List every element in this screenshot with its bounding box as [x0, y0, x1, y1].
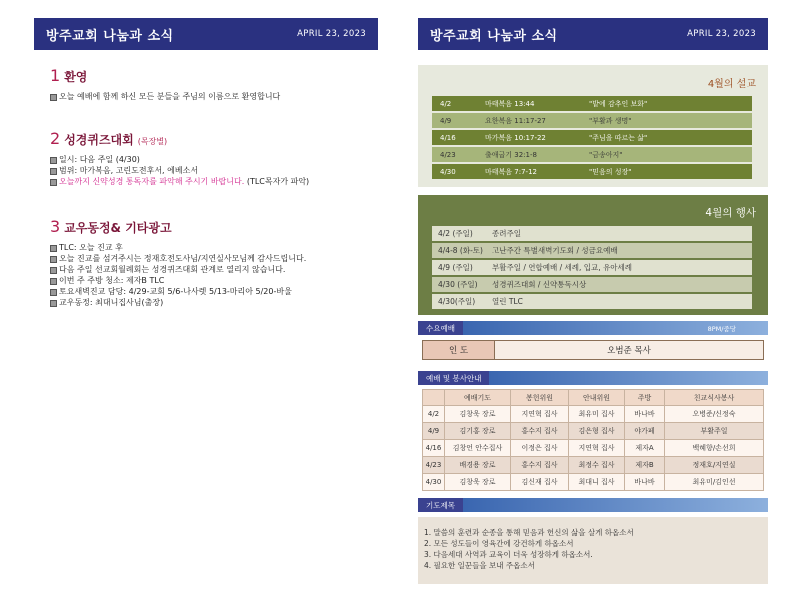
wednesday-leader-row: [422, 340, 764, 360]
wednesday-service-label: 수요예배: [418, 321, 463, 335]
prayer-list: [418, 517, 768, 584]
table-cell: 홍수지 집사: [511, 457, 569, 474]
table-row: [423, 406, 764, 423]
prayer-item: 4. 필요한 일꾼들을 보내 주옵소서: [424, 561, 535, 570]
table-cell: 지연혁 집사: [511, 406, 569, 423]
list-item: 교우동정: 최대니집사님(출장): [50, 297, 376, 308]
sermon-row: [432, 164, 752, 179]
event-name: 종려주일: [492, 229, 521, 238]
prayer-item: 1. 말씀의 훈련과 순종을 통해 믿음과 헌신의 삶을 살게 하옵소서: [424, 528, 634, 537]
table-row: [423, 474, 764, 491]
list-item: 토요새벽진교 담당: 4/29-교회 5/6-나사렛 5/13-마리아 5/20-바울: [50, 286, 376, 297]
left-header: [34, 18, 378, 50]
table-cell: 김창욱 장로: [445, 406, 511, 423]
highlight-text: 오늘까지 신약성경 통독자를 파악해 주시기 바랍니다.: [59, 177, 245, 186]
sermon-topic: "믿음의 성장": [589, 167, 632, 176]
wednesday-service-time: 8PM/줌당: [463, 321, 768, 335]
sermon-date: 4/30: [440, 167, 456, 176]
section-heading: [50, 66, 376, 85]
table-header: 안내위원: [569, 390, 625, 406]
newsletter-title: 방주교회 나눔과 소식: [46, 28, 174, 44]
table-cell: 이정은 집사: [511, 440, 569, 457]
sermon-date: 4/23: [440, 150, 456, 159]
table-cell: 김은형 집사: [569, 423, 625, 440]
table-cell: 4/30: [423, 474, 445, 491]
event-date: 4/4-8 (화-토): [438, 246, 483, 255]
section-title: 환영: [64, 70, 88, 84]
section-bible-quiz: [50, 129, 376, 187]
service-bar: [418, 371, 768, 385]
table-cell: 백혜향/손선희: [665, 440, 764, 457]
sermon-row: [432, 130, 752, 145]
event-row: [432, 243, 752, 258]
sermon-topic: "금송아지": [589, 150, 623, 159]
sermon-topic: "밭에 감추인 보화": [589, 99, 648, 108]
table-cell: 김창욱 장로: [445, 474, 511, 491]
sermon-topic: "주님을 따르는 삶": [589, 133, 648, 142]
service-label: 예배 및 봉사안내: [418, 371, 489, 385]
table-cell: 4/2: [423, 406, 445, 423]
list-item: TLC: 오늘 진교 후: [50, 242, 376, 253]
table-cell: 김창언 안수집사: [445, 440, 511, 457]
table-cell: 지연혁 집사: [569, 440, 625, 457]
table-row: [423, 423, 764, 440]
right-page: [396, 0, 792, 612]
event-row: [432, 226, 752, 241]
newsletter-date: APRIL 23, 2023: [297, 29, 366, 39]
table-row: [423, 440, 764, 457]
event-row: [432, 294, 752, 309]
table-cell: 바나바: [625, 474, 665, 491]
table-cell: 제자B: [625, 457, 665, 474]
section-number: 1: [50, 66, 61, 85]
table-cell: 최대니 집사: [569, 474, 625, 491]
section-title: 성경퀴즈대회: [64, 133, 134, 147]
sermon-date: 4/9: [440, 116, 452, 125]
sermon-text: 요한복음 11:17-27: [485, 116, 546, 125]
list-item: 오늘 진교를 섬겨주시는 정재호전도사님/지연실사모님께 감사드립니다.: [50, 253, 376, 264]
prayer-bar: [418, 498, 768, 512]
section-number: 2: [50, 129, 61, 148]
table-cell: 김신재 집사: [511, 474, 569, 491]
list-item: 이번 주 주방 청소: 제자B TLC: [50, 275, 376, 286]
event-name: 열린 TLC: [492, 297, 523, 306]
table-cell: 배경용 장로: [445, 457, 511, 474]
table-cell: 부활주일: [665, 423, 764, 440]
service-table: [422, 389, 764, 491]
table-cell: 4/9: [423, 423, 445, 440]
table-cell: 최유미 집사: [569, 406, 625, 423]
section-subtitle: (목장별): [137, 137, 168, 146]
service-bar-fill: [489, 371, 768, 385]
prayer-label: 기도제목: [418, 498, 463, 512]
table-cell: 제자A: [625, 440, 665, 457]
event-date: 4/30 (주일): [438, 280, 478, 289]
event-name: 부활주일 / 연합예배 / 세례, 입교, 유아세례: [492, 263, 633, 272]
newsletter-title: 방주교회 나눔과 소식: [430, 28, 558, 44]
sermon-row: [432, 96, 752, 111]
event-row: [432, 260, 752, 275]
table-header-row: [423, 390, 764, 406]
table-cell: 바나바: [625, 406, 665, 423]
table-cell: 4/16: [423, 440, 445, 457]
table-cell: 김기홍 장로: [445, 423, 511, 440]
prayer-item: 3. 다음세대 사역과 교육이 더욱 성장하게 하옵소서.: [424, 550, 593, 559]
table-cell: 정재호/지연실: [665, 457, 764, 474]
event-date: 4/30(주일): [438, 297, 476, 306]
sermon-schedule: [418, 65, 768, 187]
table-cell: 야가페: [625, 423, 665, 440]
event-schedule: [418, 195, 768, 315]
list-item: 오늘 예배에 함께 하신 모든 분들을 주님의 이름으로 환영합니다: [50, 91, 376, 102]
events-title: 4월의 행사: [705, 207, 756, 219]
prayer-item: 2. 모든 성도들이 영육간에 강건하게 하옵소서: [424, 539, 574, 548]
section-heading: [50, 217, 376, 236]
sermon-text: 출애굽기 32:1-8: [485, 150, 537, 159]
list-item: 다음 주일 선교회월례회는 성경퀴즈대회 관계로 열리지 않습니다.: [50, 264, 376, 275]
event-date: 4/9 (주일): [438, 263, 473, 272]
sermon-row: [432, 147, 752, 162]
section-welcome: [50, 66, 376, 102]
section-number: 3: [50, 217, 61, 236]
table-header: 봉헌위원: [511, 390, 569, 406]
list-item: 일시: 다음 주일 (4/30): [50, 154, 376, 165]
list-item: 범위: 마가복음, 고린도전후서, 에베소서: [50, 165, 376, 176]
sermon-text: 마가복음 10:17-22: [485, 133, 546, 142]
section-announcements: [50, 217, 376, 308]
table-cell: 최정수 집사: [569, 457, 625, 474]
event-date: 4/2 (주일): [438, 229, 473, 238]
leader-name: 오범준 목사: [495, 341, 763, 359]
table-header: 주방: [625, 390, 665, 406]
sermon-row: [432, 113, 752, 128]
event-name: 고난주간 특별새벽기도회 / 성금요예배: [492, 246, 618, 255]
newsletter-date: APRIL 23, 2023: [687, 29, 756, 39]
event-row: [432, 277, 752, 292]
sermon-date: 4/16: [440, 133, 456, 142]
right-header: [418, 18, 768, 50]
sermon-title: 4월의 설교: [707, 79, 756, 90]
table-header: [423, 390, 445, 406]
prayer-bar-fill: [463, 498, 768, 512]
section-heading: [50, 129, 376, 148]
table-cell: 최유미/김인선: [665, 474, 764, 491]
sermon-text: 마태복음 13:44: [485, 99, 535, 108]
table-cell: 4/23: [423, 457, 445, 474]
sermon-topic: "부활과 생명": [589, 116, 632, 125]
table-cell: 홍수지 집사: [511, 423, 569, 440]
note-text: (TLC목자가 파악): [244, 177, 310, 186]
wednesday-service-bar: [418, 321, 768, 335]
sermon-date: 4/2: [440, 99, 452, 108]
list-item: [50, 176, 376, 187]
sermon-text: 마태복음 7:7-12: [485, 167, 537, 176]
table-header: 친교식사봉사: [665, 390, 764, 406]
event-name: 성경퀴즈대회 / 신약통독시상: [492, 280, 587, 289]
table-header: 예배기도: [445, 390, 511, 406]
leader-role: 인 도: [423, 341, 495, 359]
table-cell: 오병준/신정숙: [665, 406, 764, 423]
table-row: [423, 457, 764, 474]
section-title: 교우동정& 기타광고: [64, 221, 172, 235]
